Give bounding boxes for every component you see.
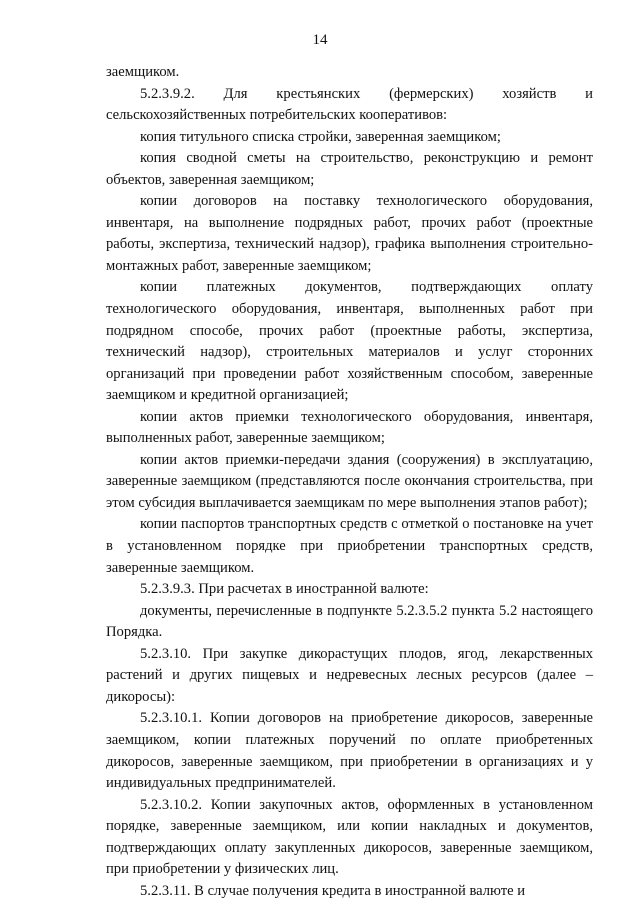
document-body [106, 62, 593, 902]
list-item-vehicle-passports-copies: копии паспортов транспортных средств с отметкой о постановке на учет в установленном порядке при приобретении транспортных средств, заверенные заемщиком. [106, 516, 593, 576]
list-item-building-transfer-acts-copies: копии актов приемки-передачи здания (сооружения) в эксплуатацию, заверенные заемщиком (представляются после окончания строительства, при этом субсидия выплачивается заемщикам по мере выполнения этапов работ); [106, 451, 593, 511]
paragraph-5-2-3-10-heading: 5.2.3.10. При закупке дикорастущих плодов, ягод, лекарственных растений и других пищевых и недревесных лесных ресурсов (далее – дикоросы): [106, 645, 593, 705]
paragraph-continuation: заемщиком. [106, 64, 180, 80]
paragraph-5-2-3-9-3-heading: 5.2.3.9.3. При расчетах в иностранной валюте: [140, 581, 429, 598]
list-item-payment-documents-copies: копии платежных документов, подтверждающих оплату технологического оборудования, инвентаря, выполненных работ при подрядном способе, прочих работ (проектные работы, экспертиза, технический надзор), строительных материалов и услуг сторонних организаций при проведении работ хозяйственным способом, заверенные заемщиком и кредитной организацией; [106, 279, 593, 404]
page-number: 14 [312, 32, 328, 48]
paragraph-5-2-3-10-1: 5.2.3.10.1. Копии договоров на приобретение дикоросов, заверенные заемщиком, копии платежных поручений по оплате приобретенных дикоросов, заверенные заемщиком, при приобретении в организациях и у индивидуальных предпринимателей. [106, 710, 593, 792]
paragraph-5-2-3-10-2: 5.2.3.10.2. Копии закупочных актов, оформленных в установленном порядке, заверенные заемщиком, или копии накладных и документов, подтверждающих оплату закупленных дикоросов, заверенные заемщиком, при приобретении у физических лиц. [106, 796, 593, 878]
list-item-title-list-copy: копия титульного списка стройки, заверенная заемщиком; [140, 128, 501, 145]
paragraph-5-2-3-11: 5.2.3.11. В случае получения кредита в иностранной валюте и [140, 882, 526, 899]
paragraph-5-2-3-9-2-heading: 5.2.3.9.2. Для крестьянских (фермерских) хозяйств и сельскохозяйственных потребительских кооперативов: [106, 85, 593, 124]
paragraph-5-2-3-9-3-documents: документы, перечисленные в подпункте 5.2.3.5.2 пункта 5.2 настоящего Порядка. [106, 602, 593, 641]
list-item-acceptance-acts-copies: копии актов приемки технологического оборудования, инвентаря, выполненных работ, заверенные заемщиком; [106, 408, 593, 447]
list-item-contracts-copies: копии договоров на поставку технологического оборудования, инвентаря, на выполнение подрядных работ, прочих работ (проектные работы, экспертиза, технический надзор), графика выполнения строительно-монтажных работ, заверенные заемщиком; [106, 193, 593, 274]
list-item-summary-estimate-copy: копия сводной сметы на строительство, реконструкцию и ремонт объектов, заверенная заемщиком; [106, 150, 593, 188]
